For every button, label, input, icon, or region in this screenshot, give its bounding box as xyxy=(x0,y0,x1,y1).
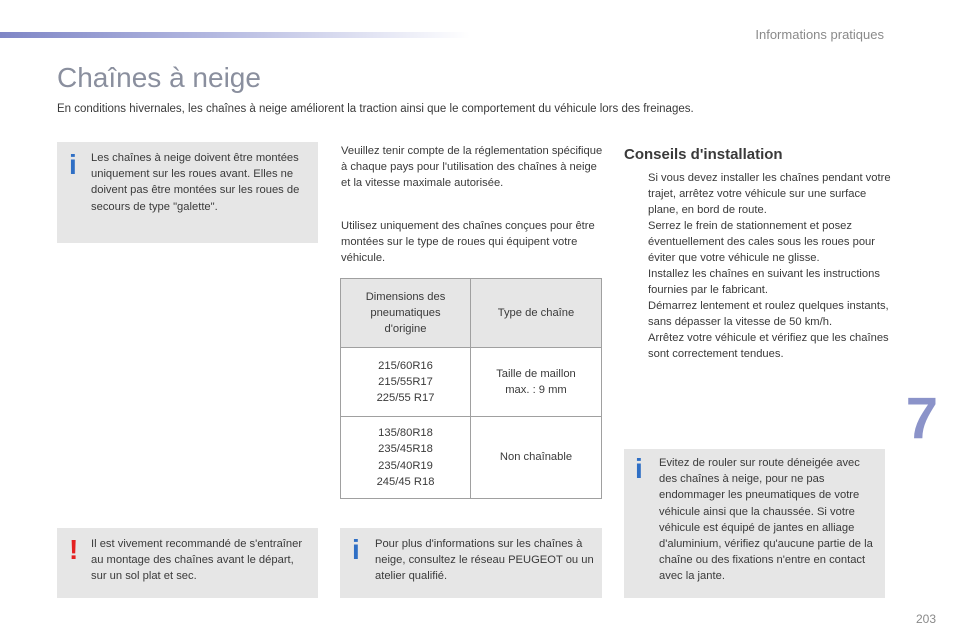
info-box-front-wheels xyxy=(57,142,318,243)
tyre-size: 235/45R18 xyxy=(378,443,433,456)
table-cell-chain: Non chaînable xyxy=(471,417,602,499)
table-cell-chain: Taille de maillon max. : 9 mm xyxy=(471,348,602,417)
info-box-text: Les chaînes à neige doivent être montées uniquement sur les roues avant. Elles ne doivent pas être montées sur les roues de secours de type "galette". xyxy=(91,152,300,213)
installation-tips-title: Conseils d'installation xyxy=(624,146,783,163)
list-item: Démarrez lentement et roulez quelques instants, sans dépasser la vitesse de 50 km/h. xyxy=(648,300,889,328)
list-item: Si vous devez installer les chaînes pendant votre trajet, arrêtez votre véhicule sur une surface plane, en bord de route. xyxy=(648,172,891,216)
tyre-size: 245/45 R18 xyxy=(376,475,435,488)
list-item: Installez les chaînes en suivant les instructions fournies par le fabricant. xyxy=(648,268,880,296)
info-icon: i xyxy=(635,453,643,484)
info-box-text: Pour plus d'informations sur les chaînes à neige, consultez le réseau PEUGEOT ou un atelier qualifié. xyxy=(375,538,594,583)
info-box-alloy-wheels xyxy=(624,449,885,598)
chain-specification-table xyxy=(340,278,602,499)
info-icon: i xyxy=(352,534,360,565)
info-icon: i xyxy=(69,149,77,180)
page-number: 203 xyxy=(915,612,936,626)
table-header-dimensions: Dimensions des pneumatiques d'origine xyxy=(341,279,471,348)
table-row xyxy=(341,348,602,417)
info-box-text: Evitez de rouler sur route déneigée avec des chaînes à neige, pour ne pas endommager les pneumatiques de votre véhicule ainsi que la chaussée. Si votre véhicule est équipé de jantes en alliage d'aluminium, vérifiez qu'aucune partie de la chaîne ou des fixations n'entre en contact avec la jante. xyxy=(659,457,873,583)
tyre-size: 235/40R19 xyxy=(378,459,433,472)
table-row xyxy=(341,417,602,499)
table-header-row xyxy=(341,279,602,348)
warning-icon: ! xyxy=(69,534,79,565)
intro-text: En conditions hivernales, les chaînes à neige améliorent la traction ainsi que le comportement du véhicule lors des freinages. xyxy=(57,103,694,115)
warning-box-practice xyxy=(57,528,318,598)
chapter-number: 7 xyxy=(905,386,938,451)
installation-tips-list xyxy=(624,170,892,362)
wheel-type-paragraph: Utilisez uniquement des chaînes conçues pour être montées sur le type de roues qui équipent votre véhicule. xyxy=(341,220,595,265)
regulation-paragraph: Veuillez tenir compte de la réglementation spécifique à chaque pays pour l'utilisation des chaînes à neige et la vitesse maximale autorisée. xyxy=(341,145,603,190)
warning-box-text: Il est vivement recommandé de s'entraîner au montage des chaînes avant le départ, sur un sol plat et sec. xyxy=(91,538,303,583)
info-box-peugeot-network xyxy=(340,528,602,598)
list-item: Arrêtez votre véhicule et vérifiez que les chaînes sont correctement tendues. xyxy=(648,332,889,360)
table-header-chain-type: Type de chaîne xyxy=(471,279,602,348)
table-cell-sizes xyxy=(341,348,471,417)
list-item: Serrez le frein de stationnement et posez éventuellement des cales sous les roues pour éviter que votre véhicule ne glisse. xyxy=(648,220,875,264)
table-cell-sizes xyxy=(341,417,471,499)
tyre-size: 215/60R16 xyxy=(378,359,433,372)
header-accent-bar xyxy=(0,32,470,38)
tyre-size: 215/55R17 xyxy=(378,375,433,388)
tyre-size: 135/80R18 xyxy=(378,427,433,440)
tyre-size: 225/55 R17 xyxy=(376,392,435,405)
page-title: Chaînes à neige xyxy=(57,62,261,93)
section-title: Informations pratiques xyxy=(755,27,884,42)
